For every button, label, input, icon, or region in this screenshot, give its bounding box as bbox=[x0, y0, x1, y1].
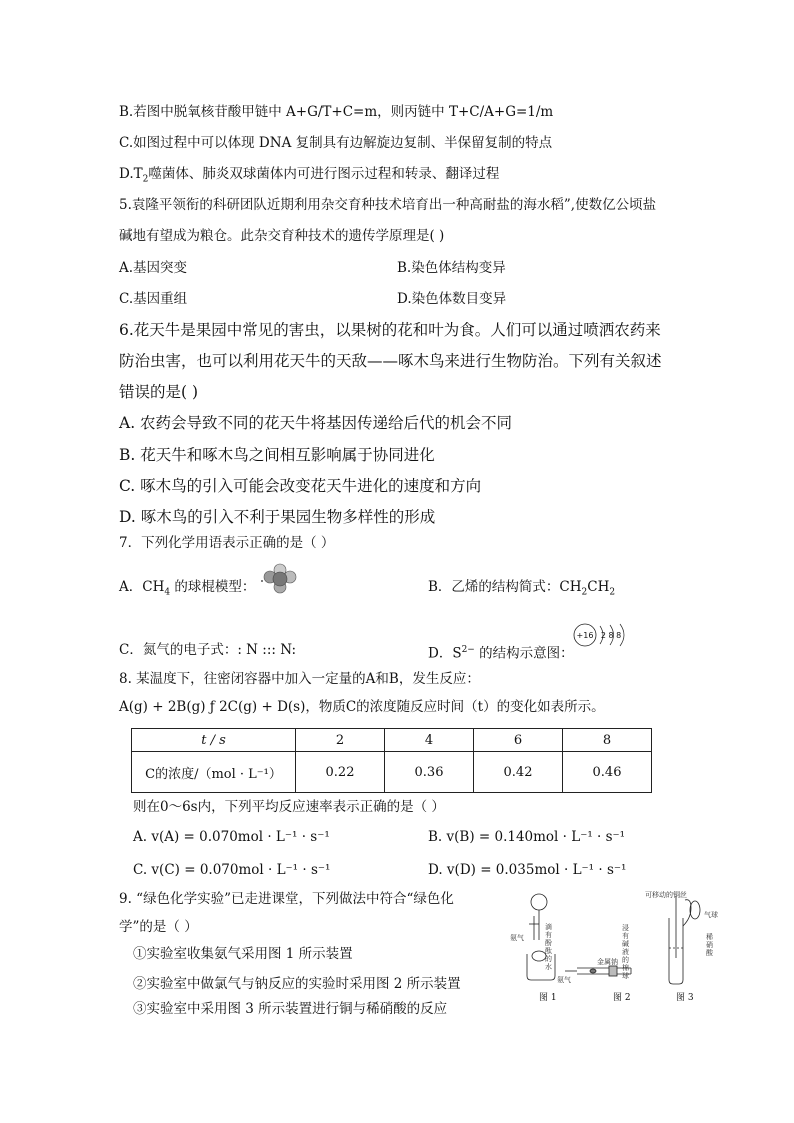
nucleus-label: +16 bbox=[576, 631, 594, 640]
label-soaked-cotton: 浸有碱液的棉球 bbox=[622, 924, 629, 980]
q5-option-d: D.染色体数目变异 bbox=[397, 291, 507, 307]
q9-stem-1: 9. “绿色化学实验”已走进课堂，下列做法中符合“绿色化 bbox=[119, 891, 454, 907]
label-sodium: 金属钠 bbox=[597, 958, 618, 966]
option-c-line: C.如图过程中可以体现 DNA 复制具有边解旋边复制、半保留复制的特点 bbox=[119, 135, 553, 151]
q8-option-c: C. v(C) = 0.070mol · L⁻¹ · s⁻¹ bbox=[133, 862, 331, 878]
q6-stem-3: 错误的是( ) bbox=[119, 383, 199, 401]
q9-stem-2: 学”的是（ ） bbox=[119, 919, 198, 935]
electron-shells-label: 2 8 8 bbox=[600, 631, 622, 640]
option-b-line: B.若图中脱氧核苷酸甲链中 A+G/T+C=m，则丙链中 T+C/A+G=1/m bbox=[119, 104, 554, 120]
table-value-cell: 0.46 bbox=[563, 752, 652, 793]
table-time-cell: 8 bbox=[563, 729, 652, 752]
q6-option-b: B. 花天牛和啄木鸟之间相互影响属于协同进化 bbox=[119, 446, 435, 464]
concentration-table bbox=[131, 728, 652, 793]
q5-option-b: B.染色体结构变异 bbox=[397, 260, 506, 276]
label-water: 滴有酚酞的水 bbox=[545, 923, 552, 971]
q9-item-1: ①实验室收集氨气采用图 1 所示装置 bbox=[133, 946, 353, 962]
q6-stem-2: 防治虫害，也可以利用花天牛的天敌——啄木鸟来进行生物防治。下列有关叙述 bbox=[119, 352, 662, 370]
q6-option-d: D. 啄木鸟的引入不利于果园生物多样性的形成 bbox=[119, 508, 436, 526]
option-d-line: $D.T_2$噬菌体、肺炎双球菌体内可进行图示过程和转录、翻译过程 bbox=[119, 166, 500, 185]
sulfide-ion-structure-diagram bbox=[570, 622, 640, 656]
apparatus-figure bbox=[505, 888, 725, 988]
q7-option-d: D．$S^{2-}$ 的结构示意图： bbox=[428, 645, 574, 662]
label-ammonia-fig1: 氨气 bbox=[510, 934, 524, 942]
table-row-label: C的浓度/（mol · L⁻¹） bbox=[132, 752, 296, 793]
label-balloon: 气球 bbox=[704, 911, 718, 919]
table-time-cell: 4 bbox=[385, 729, 474, 752]
q8-option-a: A. v(A) = 0.070mol · L⁻¹ · s⁻¹ bbox=[133, 829, 330, 845]
q6-stem-1: 6.花天牛是果园中常见的害虫，以果树的花和叶为食。人们可以通过喷洒农药来 bbox=[119, 321, 661, 339]
q6-option-a: A. 农药会导致不同的花天牛将基因传递给后代的机会不同 bbox=[119, 414, 513, 432]
label-dilute-nitric-acid: 稀硝酸 bbox=[706, 933, 713, 957]
table-value-cell: 0.42 bbox=[474, 752, 563, 793]
table-value-cell: 0.36 bbox=[385, 752, 474, 793]
table-value-cell: 0.22 bbox=[296, 752, 385, 793]
table-time-cell: 2 bbox=[296, 729, 385, 752]
fig2-caption: 图 2 bbox=[613, 993, 631, 1003]
fig3-apparatus bbox=[669, 896, 700, 984]
q5-stem-2: 碱地有望成为粮仓。此杂交育种技术的遗传学原理是( ) bbox=[119, 228, 445, 244]
q8-stem-1: 8. 某温度下，往密闭容器中加入一定量的A和B，发生反应： bbox=[119, 671, 480, 687]
table-header-time: t / s bbox=[132, 729, 296, 752]
q8-ask: 则在0～6s内，下列平均反应速率表示正确的是（ ） bbox=[133, 799, 445, 815]
q8-option-d: D. v(D) = 0.035mol · L⁻¹ · s⁻¹ bbox=[428, 862, 627, 878]
q5-option-a: A.基因突变 bbox=[119, 260, 188, 276]
fig1-caption: 图 1 bbox=[539, 993, 557, 1003]
q5-stem-1: 5.袁隆平领衔的科研团队近期利用杂交育种技术培育出一种高耐盐的海水稻”,使数亿公顷盐 bbox=[119, 197, 657, 213]
q5-option-c: C.基因重组 bbox=[119, 291, 188, 307]
q6-option-c: C. 啄木鸟的引入可能会改变花天牛进化的速度和方向 bbox=[119, 477, 482, 495]
ball-stick-model-icon bbox=[258, 563, 304, 597]
fig3-caption: 图 3 bbox=[676, 993, 694, 1003]
table-time-cell: 6 bbox=[474, 729, 563, 752]
q8-option-b: B. v(B) = 0.140mol · L⁻¹ · s⁻¹ bbox=[428, 829, 626, 845]
label-ammonia-fig2: 氨气 bbox=[557, 976, 571, 984]
q9-item-3: ③实验室中采用图 3 所示装置进行铜与稀硝酸的反应 bbox=[133, 1001, 448, 1017]
q7-option-a: A．$CH_4$ 的球棍模型： bbox=[119, 579, 256, 598]
q7-stem: 7．下列化学用语表示正确的是（ ） bbox=[119, 535, 335, 551]
q7-option-b: B．乙烯的结构简式：$CH_2CH_2$ bbox=[428, 579, 616, 598]
label-copper-wire: 可移动的铜丝 bbox=[645, 891, 687, 899]
q9-item-2: ②实验室中做氯气与钠反应的实验时采用图 2 所示装置 bbox=[133, 976, 461, 992]
q7-option-c: C．氮气的电子式：: N ::: N: bbox=[119, 642, 297, 658]
q8-reaction-line: A(g) + 2B(g) ƒ 2C(g) + D(s)，物质C的浓度随反应时间（t）的变化如表所示。 bbox=[119, 699, 605, 715]
